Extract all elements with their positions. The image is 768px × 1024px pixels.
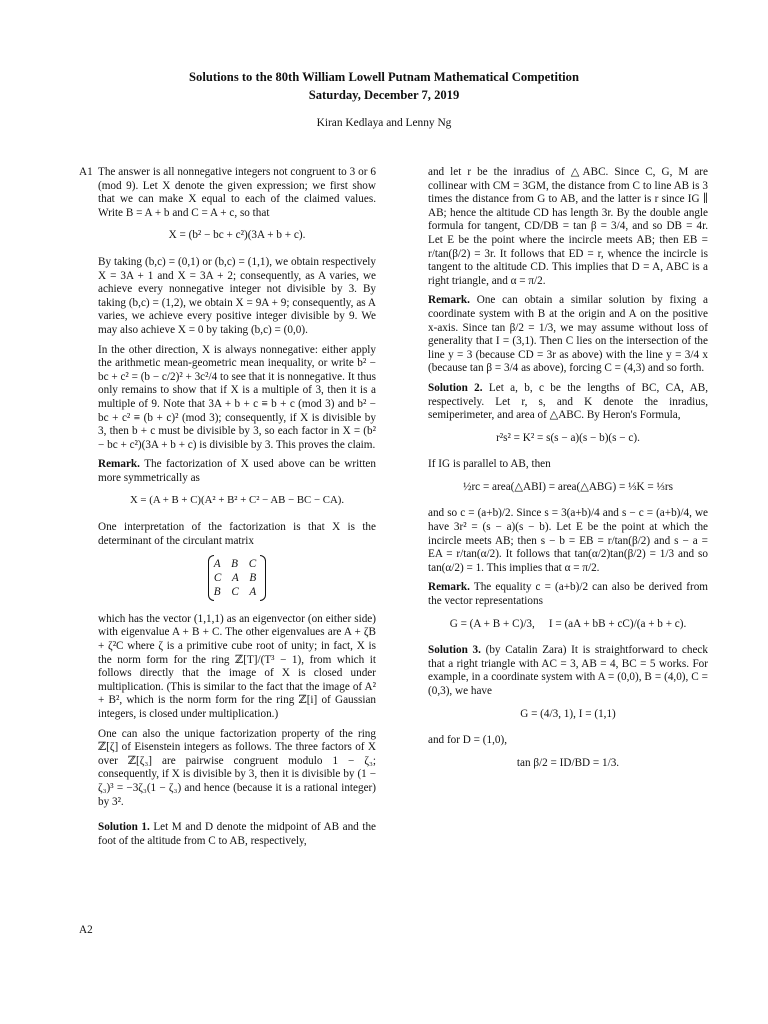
a1-paragraph-circulant: One interpretation of the factorization is that X is the determinant of the circulant matrix [98,521,376,547]
a2-solution-3-text: (by Catalin Zara) It is straightforward to check that a right triangle with AC = 3, AB = 4, BC = 5 works. For example, in a coordinate system with A = (0,0), B = (4,0), C = (0,3), we have [428,644,708,697]
tan-equation: tan β/2 = ID/BD = 1/3. [516,756,620,769]
problem-label-a2: A2 [79,924,93,936]
matrix-row-1: A B C [213,558,261,571]
circulant-matrix [98,557,376,600]
a1-paragraph-intro: The answer is all nonnegative integers not congruent to 3 or 6 (mod 9). Let X denote the given expression; we first show that we can make X equal to each of the claimed values. Write B = A + b and C = A + c, so that [98,166,376,219]
a1-equation-x: X = (b² − bc + c²)(3A + b + c). [168,229,306,242]
a2-solution-2-text: Let a, b, c be the lengths of BC, CA, AB, respectively. Let r, s, and K denote the inradius, semiperimeter, and area of △ABC. By Heron's Formula, [428,381,709,422]
a2-remark-1 [428,294,708,376]
solution-3-label: Solution 3. [428,644,481,657]
left-column [98,166,376,854]
vector-representations [428,618,708,632]
a2-paragraph-continuation: and let r be the inradius of △ABC. Since C, G, M are collinear with CM = 3GM, the distance from C to line AB is 3 times the distance from G to AB, and the latter is r since IG ∥ AB; hence the altitude CD has length 3r. By the double angle formula for tangent, CD/DB = tan β = 3/4, and so DB = 4r. Let E be the point where the incircle meets AB; then EB = r/tan(β/2) = 3r. It follows that ED = r, whence the incircle is tangent to the altitude CD. This implies that D = A, ABC is a right triangle, and α = π/2. [428,166,708,287]
gi-equation: G = (4/3, 1), I = (1,1) [520,707,616,720]
a1-paragraph-eisenstein: One can also the unique factorization property of the ring ℤ[ζ] of Eisenstein integers as follows. The three factors of X over ℤ[ζ₃] are pairwise congruent modulo 1 − ζ₃; consequently, if X is divisible by 3, then it is divisible by (1 − ζ₃)³ = −3ζ₃(1 − ζ₃) and hence (because it is a rational integer) by 3². [98,727,376,808]
a2-remark-2-text: The equality c = (a+b)/2 can also be derived from the vector representations [428,581,708,608]
a2-solution-1-text: Let M and D denote the midpoint of AB and the foot of the altitude from C to AB, respectively, [98,821,377,847]
heron-equation: r²s² = K² = s(s − a)(s − b)(s − c). [496,431,640,444]
title-line-1: Solutions to the 80th William Lowell Putnam Mathematical Competition [189,70,579,84]
a1-remark [98,458,376,485]
a2-solution-1-start [98,821,376,848]
matrix-row-3: B C A [213,586,261,599]
a2-remark-1-text: One can obtain a similar solution by fixing a coordinate system with B at the origin and A on the positive x-axis. Since tan β/2 = 1/3, we may assume without loss of generality that I = (3,1). Then C lies on the intersection of the line y = 3 (because CD = 3r as above) with the line y = 3/4 x (because tan β = 3/4 as above), forcing C = (4,3) and so forth. [428,294,709,375]
remark-label: Remark. [428,581,470,594]
remark-label: Remark. [428,294,470,307]
a1-remark-text: The factorization of X used above can be written more symmetrically as [98,458,376,484]
a2-solution-2 [428,382,708,423]
authors: Kiran Kedlaya and Lenny Ng [316,117,452,129]
title-line-2: Saturday, December 7, 2019 [308,88,460,102]
a1-paragraph-construction: By taking (b,c) = (0,1) or (b,c) = (1,1), we obtain respectively X = 3A + 1 and X = 3A + 2; consequently, as A varies, we achieve every nonnegative integer not divisible by 3. By taking (b,c) = (1,2), we obtain X = 9A + 9; consequently, as A varies, we achieve every positive integer divisible by 9. We may also achieve X = 0 by taking (b,c) = (0,0). [98,255,376,336]
vector-i-equation: I = (aA + bB + cC)/(a + b + c). [548,617,687,630]
a1-paragraph-eigenvector: which has the vector (1,1,1) as an eigenvector (on either side) with eigenvalue A + B + C. The other eigenvalues are A + ζB + ζ²C where ζ is a primitive cube root of unity; in fact, X is the norm form for the ring ℤ[T]/(T³ − 1), from which it follows directly that the image of X is closed under multiplication. (This is similar to the fact that the image of A² + B², which is the norm form for the ring ℤ[i] of Gaussian integers, is closed under multiplication.) [98,612,376,720]
a2-paragraph-for-d: and for D = (1,0), [428,734,508,747]
a2-solution-3 [428,644,708,698]
problem-label-a1: A1 [79,166,93,178]
remark-label: Remark. [98,458,140,471]
right-column [428,166,708,783]
a1-paragraph-converse: In the other direction, X is always nonnegative: either apply the arithmetic mean-geometric mean inequality, or write b² − bc + c² = (b − c/2)² + 3c²/4 to see that it is nonnegative. It thus only remains to show that if X is a multiple of 3, then it is a multiple of 9. Note that 3A + b + c ≡ b + c (mod 3) and b² − bc + c² ≡ (b + c)² (mod 3); consequently, if X is divisible by 3, then b + c must be divisible by 3, so each factor in X = (b² − bc + c²)(3A + b + c) is divisible by 3. This proves the claim. [98,343,376,451]
a2-remark-2 [428,581,708,608]
a2-paragraph-and-so: and so c = (a+b)/2. Since s = 3(a+b)/4 and s − c = (a+b)/4, we have 3r² = (s − a)(s − b). Let E be the point at which the incircle meets AB; then s − b = EB = r/tan(β/2) and s − a = EA = r/tan(α/2). It follows that tan(α/2)tan(β/2) = 1/3 and so tan(α/2) = 1. This implies that α = π/2. [428,507,708,574]
matrix-row-2: C A B [213,572,261,585]
vector-g-equation: G = (A + B + C)/3, [449,617,535,630]
area-equation: ½rc = area(△ABI) = area(△ABG) = ⅓K = ⅓rs [463,480,673,493]
a2-paragraph-if-parallel: If IG is parallel to AB, then [428,458,551,471]
paper-title [0,68,768,104]
solution-2-label: Solution 2. [428,381,483,394]
solution-1-label: Solution 1. [98,821,150,834]
a1-equation-symmetric: X = (A + B + C)(A² + B² + C² − AB − BC − CA). [129,494,345,507]
